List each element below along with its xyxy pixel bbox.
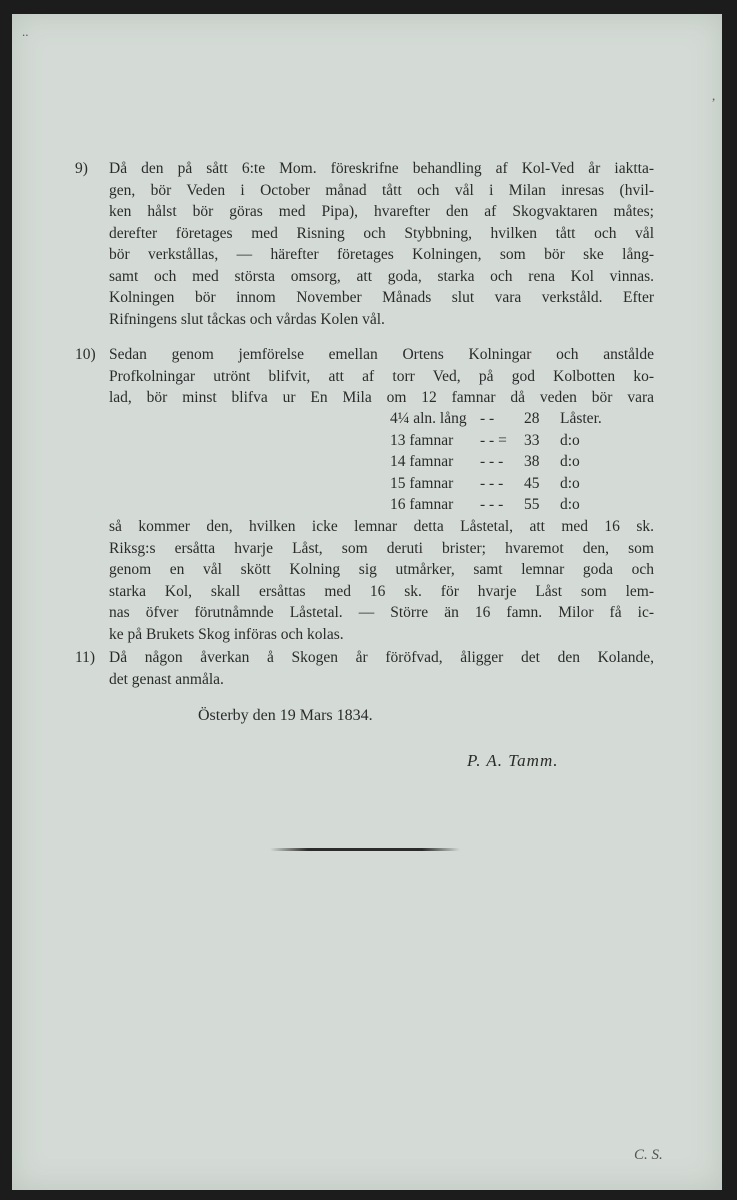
document-page: [12, 14, 722, 1190]
text-line: det genast anmåla.: [109, 670, 224, 688]
item-number: 11): [75, 649, 96, 666]
text-line: Kolningen bör innom November Månads slut vara verkståld. Efter: [109, 289, 654, 306]
yield-table: [390, 408, 640, 516]
table-cell: 33: [524, 431, 540, 449]
table-cell: - -: [480, 410, 495, 427]
table-cell: 4¼ aln. lång: [390, 410, 467, 427]
table-cell: 13 famnar: [390, 431, 454, 449]
table-row: [390, 494, 640, 516]
table-row: [390, 408, 640, 430]
table-cell: 14 famnar: [390, 453, 454, 470]
item-number: 9): [75, 160, 88, 177]
place-date: Österby den 19 Mars 1834.: [198, 707, 373, 724]
text-line: gen, bör Veden i October månad tått och vål i Milan inresas (hvil-: [109, 181, 654, 199]
text-line: bör verkstållas, — härefter företages Kolningen, som bör ske lång-: [109, 246, 654, 263]
table-cell: Låster.: [560, 410, 602, 427]
text-line: Sedan genom jemförelse emellan Ortens Kolningar och anstålde: [109, 346, 654, 363]
text-line: lad, bör minst blifva ur En Mila om 12 famnar då veden bör vara: [109, 389, 654, 406]
item-number: 10): [75, 346, 96, 363]
corner-mark: ..: [22, 24, 29, 39]
table-cell: 38: [524, 453, 540, 470]
item-11: [75, 647, 654, 690]
table-cell: - - -: [480, 453, 504, 470]
item-9: [75, 158, 654, 330]
table-row: [390, 473, 640, 495]
text-line: Profkolningar utrönt blifvit, att af torr Ved, på god Kolbotten ko-: [109, 367, 654, 385]
archive-mark: C. S.: [634, 1147, 663, 1163]
table-cell: d:o: [560, 453, 580, 470]
table-cell: d:o: [560, 474, 580, 492]
text-line: starka Kol, skall ersåttas med 16 sk. för hvarje Låst som lem-: [109, 582, 654, 600]
table-cell: - - -: [480, 474, 504, 492]
table-cell: d:o: [560, 431, 580, 449]
divider-rule: [270, 848, 460, 851]
table-cell: 16 famnar: [390, 496, 454, 513]
table-cell: 15 famnar: [390, 474, 454, 492]
text-line: så kommer den, hvilken icke lemnar detta Låstetal, att med 16 sk.: [109, 518, 654, 535]
table-row: [390, 451, 640, 473]
table-cell: 55: [524, 496, 540, 513]
table-cell: d:o: [560, 496, 580, 513]
table-cell: 45: [524, 474, 540, 492]
text-line: nas öfver förutnåmnde Låstetal. — Större än 16 famn. Milor få ic-: [109, 604, 654, 621]
table-cell: 28: [524, 410, 540, 427]
text-line: genom en vål skött Kolning sig utmårker, samt lemnar goda och: [109, 561, 654, 578]
table-cell: - - =: [480, 431, 507, 449]
edge-mark: ,: [712, 88, 716, 103]
text-line: ke på Brukets Skog införas och kolas.: [109, 625, 344, 643]
item-10-continued: [109, 516, 654, 645]
text-line: Då den på sått 6:te Mom. föreskrifne behandling af Kol-Ved år iaktta-: [109, 160, 654, 177]
table-cell: - - -: [480, 496, 504, 513]
text-line: Riksg:s ersåtta hvarje Låst, som deruti brister; hvaremot den, som: [109, 539, 654, 557]
table-row: [390, 430, 640, 452]
text-line: Rifningens slut tåckas och vårdas Kolen vål.: [109, 310, 385, 328]
text-line: ken hålst bör göras med Pipa), hvarefter den af Skogvaktaren måtes;: [109, 203, 654, 220]
text-line: derefter företages med Risning och Stybbning, hvilken tått och vål: [109, 224, 654, 242]
text-line: samt och med största omsorg, att goda, starka och rena Kol vinnas.: [109, 267, 654, 285]
item-10: [75, 344, 654, 409]
text-line: Då någon åverkan å Skogen år föröfvad, åligger det den Kolande,: [109, 649, 654, 666]
signature: P. A. Tamm.: [467, 751, 559, 770]
